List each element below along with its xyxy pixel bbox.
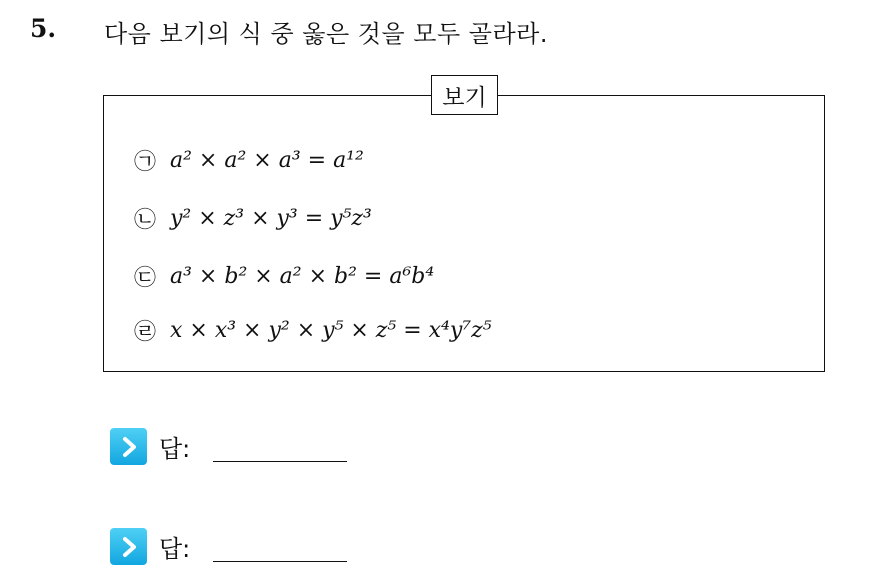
answer-input[interactable] [213, 461, 347, 462]
example-box-title: 보기 [431, 75, 498, 115]
item-marker: ㉣ [134, 319, 157, 345]
answer-label: 답: [159, 535, 191, 563]
item-marker: ㉢ [134, 265, 157, 291]
item-marker: ㉡ [134, 207, 157, 233]
chevron-right-icon [110, 528, 147, 565]
answer-label: 답: [159, 435, 191, 463]
item-expression: a² × a² × a³ = a¹² [170, 147, 364, 173]
item-expression: x × x³ × y² × y⁵ × z⁵ = x⁴y⁷z⁵ [170, 317, 492, 343]
question-text: 다음 보기의 식 중 옳은 것을 모두 골라라. [104, 20, 548, 48]
example-item-2 [134, 203, 372, 233]
item-expression: y² × z³ × y³ = y⁵z³ [170, 205, 372, 231]
answer-row-1 [110, 428, 190, 465]
example-item-1 [134, 145, 364, 175]
question-number: 5. [30, 14, 57, 43]
example-item-3 [134, 261, 434, 291]
item-expression: a³ × b² × a² × b² = a⁶b⁴ [170, 263, 435, 289]
answer-input[interactable] [213, 561, 347, 562]
example-item-4 [134, 315, 492, 345]
answer-row-2 [110, 528, 190, 565]
chevron-right-icon [110, 428, 147, 465]
item-marker: ㉠ [134, 149, 157, 175]
